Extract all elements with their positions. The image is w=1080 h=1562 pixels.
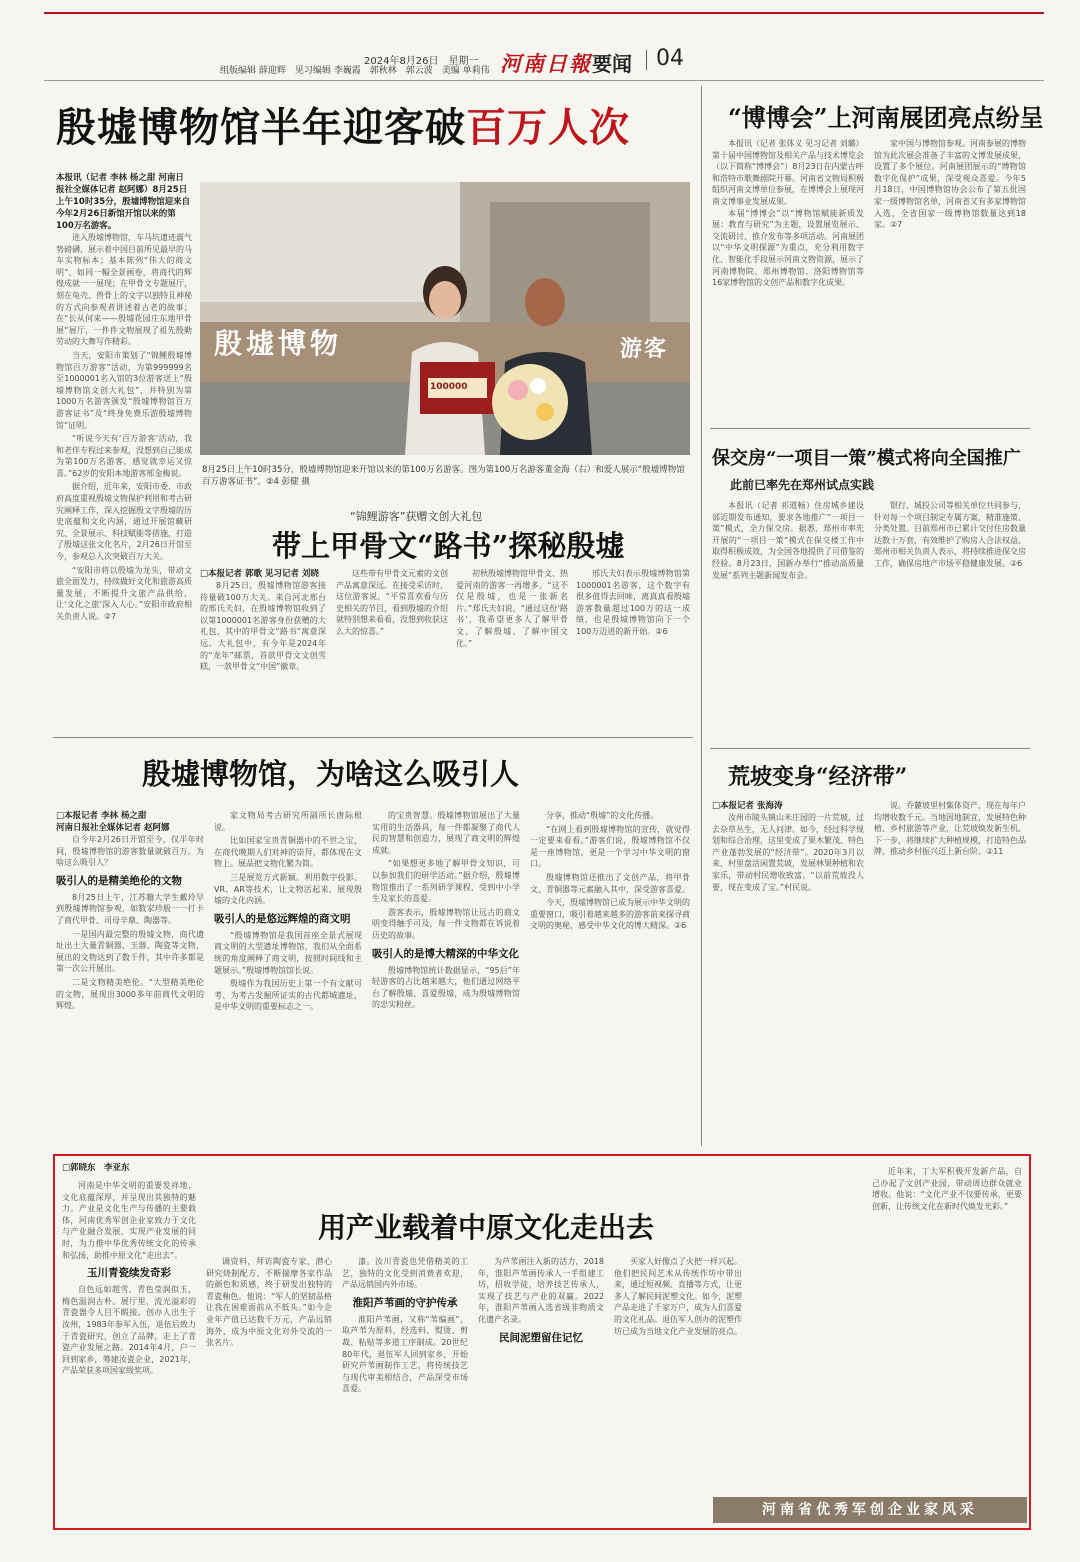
editors-line: 组版编辑 薛迎辉 见习编辑 李巍霞 郭秋林 郭云波 美编 单莉伟	[220, 66, 490, 76]
right2-headline: 保交房“一项目一策”模式将向全国推广	[712, 448, 1021, 469]
feature-banner: 河南省优秀军创企业家风采	[713, 1497, 1027, 1523]
lead-paragraph: 据介绍，近年来，安阳市委、市政府高度重视殷墟文物保护利用和考古研究阐释工作，深入挖掘殷文字殷墟的历史底蕴和文化内涵，通过开展馆藏研究、全景展示、科技赋能等措施，打造了殷墟这张文化名片，2月26日开馆至今，参观总人次突破百万大关。	[56, 482, 192, 562]
feature-col	[342, 1256, 468, 1397]
column-divider	[701, 86, 702, 1146]
lead-headline-highlight: 百万人次	[466, 104, 630, 151]
right3-col	[874, 800, 1026, 860]
story3-paragraph: 家文物局考古研究所副所长唐际根说。	[214, 811, 362, 832]
feature-col	[206, 1256, 332, 1351]
right2-col	[712, 500, 864, 583]
certificate-number: 100000	[430, 382, 468, 392]
story3-paragraph: 一是国内最完整的殷墟文物，商代遗址出土大量青铜器、玉器、陶瓷等文物，展出的文物达到了数千件，其中许多都是第一次公开展出。	[56, 929, 204, 974]
story3-col	[214, 810, 362, 1015]
photo-caption: 8月25日上午10时35分，殷墟博物馆迎来开馆以来的第100万名游客。图为第100万名游客董金海（右）和爱人展示“殷墟博物馆百万游客证书”。②4 彭健 摄	[202, 465, 685, 487]
feature-col	[62, 1180, 196, 1379]
right2-paragraph: 本报讯（记者 祁道畅）住房城乡建设部近期发布通知，要求各地推广“一项目一策”模式，全力保交房。据悉，郑州市率先开展的“一项目一策”模式在保交楼工作中取得积极成效，为全国各地提供了可借鉴的经验。8月23日，国新办举行“推动高质量发展”系列主题新闻发布会。	[712, 501, 864, 580]
story2-paragraph: 8月25日，殷墟博物馆游客接待量破100万大关。来自河北邢台的邢氏夫妇，在殷墟博物馆收到了以第1000001名游客身份获赠的大礼包，其中的甲骨文“路书”寓意深远。大礼包中，有今年是2024年的“龙年”邮票，首款甲骨文文创雪糕，一款甲骨文“中国”徽章。	[200, 581, 326, 672]
section-name: 要闻	[592, 52, 632, 76]
story3-col	[372, 810, 520, 1013]
right3-byline: □本报记者 张海涛	[712, 801, 783, 811]
feature-paragraph: 自色远如超雪，青色莹润似玉，梅色温润古朴。展厅里，流光溢彩的青瓷器令人目不暇接。创办人出生于汝州，1983年参军入伍，退伍后致力于青瓷研究，创立了品牌，走上了青瓷产业发展之路。2014年4月，户一回到家乡，筹建汝瓷企业，2021年，产品荣获多项国家级奖项。	[62, 1285, 196, 1376]
section-divider	[53, 737, 693, 738]
right3-paragraph: 汝州市陵头镇山米庄园的一片荒坡，过去杂草丛生，无人问津。如今，经过科学规划和综合治理，这里变成了果木繁茂、特色产业蓬勃发展的“经济带”。2020年3月以来，村里盘活闲置荒坡，发展林果种植和农家乐，带动村民增收致富。“以前荒坡没人要，现在变成了宝。”村民说。	[712, 813, 864, 892]
story3-paragraph: 的宝贵智慧。殷墟博物馆展出了大量实用的生活器具，每一件都凝聚了商代人民的智慧和创造力，展现了商文明的辉煌成就。	[372, 811, 520, 855]
lead-headline	[56, 96, 630, 153]
feature-paragraph: 调资料，拜访陶瓷专家，潜心研究烧制配方，不断揣摩各家作品的颜色和质感，终于研发出独特的青瓷釉色。他说：“军人的坚韧品格让我在困难面前从不低头。”如今企业年产值已达数千万元，产品远销海外，成为中原文化对外交流的一张名片。	[206, 1257, 332, 1348]
top-rule	[44, 12, 1044, 14]
issue-date: 2024年8月26日 星期一	[364, 56, 479, 67]
story3-paragraph: 二是文物精美绝伦。“大型精美绝伦的文物，展现出3000多年前商代文明的辉煌。	[56, 977, 204, 1011]
story2-col	[456, 568, 568, 651]
right1-paragraph: 家中国与博物馆参观。河南参展的博物馆为此次展会准备了丰富的文博发展成果，设置了多个展位。河南展团展示的“博物馆数字化保护”成果，深受观众喜爱。今年5月18日，中国博物馆协会公布了第五批国家一级博物馆名单，河南省又有多家博物馆入选，全省国家一级博物馆数量达到18家。②7	[874, 139, 1026, 230]
section-divider	[710, 428, 1030, 429]
header-rule	[44, 80, 1044, 81]
feature-paragraph: 淮阳芦苇画，又称“苇编画”，取芦苇为原料，经选料、熨烫、剪裁、粘贴等多道工序制成。20世纪80年代，退伍军人回到家乡，开始研究芦苇画制作工艺，将传统技艺与现代审美相结合，产品深受市场喜爱。	[342, 1314, 468, 1394]
story2-paragraph: 邢氏夫妇表示殷墟博物馆第1000001名游客，这个数字有很多值得去回味，离真真看殷墟游客数量超过100万的这一成绩，也是殷墟博物馆向下一个100万迈进的新开始。②6	[576, 569, 690, 636]
story3-col	[530, 810, 690, 934]
story3-paragraph: 殷墟博物馆统计数据显示，“95后”年轻游客的占比越来越大，他们通过网络平台了解殷墟、喜爱殷墟，成为殷墟博物馆的忠实粉丝。	[372, 965, 520, 1010]
story3-byline: □本报记者 李林 杨之甜 河南日报社全媒体记者 赵阿娜	[56, 811, 170, 833]
right1-col	[874, 138, 1026, 233]
lead-paragraph: “安阳市将以殷墟为龙头，带动文旅全面发力，持续做好文化和旅游高质量发展，不断提升文旅产品供给，让‘文化之旅’深入人心。”安阳市政府相关负责人说。②7	[56, 565, 192, 621]
right3-headline: 荒坡变身“经济带”	[728, 764, 908, 790]
feature-paragraph: 河南是中华文明的重要发祥地，文化底蕴深厚，并呈现出其独特的魅力。产业是文化生产与传播的主要载体，河南优秀军创企业家致力于文化与产业融合发展，实现产业发展的同时，为力推中华优秀传统文化的传承和弘扬，助推中原文化“走出去”。	[62, 1181, 196, 1260]
story3-paragraph: 今天，殷墟博物馆已成为展示中华文明的重要窗口，吸引着越来越多的游客前来探寻商文明的奥秘，感受中华文化的博大精深。②6	[530, 898, 690, 931]
lead-paragraph: “听说今天有‘百万游客’活动，我和老伴专程过来参观，没想到自己能成为第100万名游客，感觉就幸运又惊喜。”62岁的安阳本地游客邢金梅说。	[56, 434, 192, 478]
feature-paragraph: 漆。汝川青瓷也凭借精美的工艺，独特的文化受到消费者欢迎，产品远销国内外市场。	[342, 1257, 468, 1290]
story3-paragraph: 殷墟作为我国历史上第一个有文献可考、为考古发掘所证实的古代都城遗址，是中华文明的重要标志之一。	[214, 979, 362, 1012]
feature-col	[478, 1256, 604, 1349]
story3-paragraph: 自今年2月26日开馆至今，仅半年时间，殷墟博物馆的游客数量就破百万。为啥这么吸引人？	[56, 835, 204, 868]
feature-subhead: 玉川青瓷续发奇彩	[87, 1267, 171, 1280]
right2-col	[874, 500, 1026, 572]
story3-paragraph: 比如国家宝贵青铜器中的不世之宝，在商代晚期人们对神的崇拜，都体现在文物上。展品把文物化繁为简。	[214, 836, 362, 869]
right2-paragraph: 银行、城投公司等相关单位共同参与，针对每一个项目制定专属方案，精准施策、分类处置。目前郑州市已累计交付住房数量达数十万套，有效维护了购房人合法权益。郑州市相关负责人表示，将持续推进保交房工作，确保房地产市场平稳健康发展。②6	[874, 501, 1026, 568]
section-divider	[710, 748, 1030, 749]
header-separator	[646, 50, 647, 70]
lead-article	[56, 172, 192, 625]
photo-backdrop-text-right: 游客	[620, 336, 669, 362]
story3-paragraph: 分享，推动“殷墟”的文化传播。	[546, 811, 659, 820]
story3-paragraph: 游客表示，殷墟博物馆让远古的商文明变得触手可及，每一件文物都在诉说着历史的故事。	[372, 907, 520, 940]
right3-paragraph: 说。乔麓坡里村集体资产，现在每年户均增收数千元。当地因地制宜，发展特色种植、乡村旅游等产业，让荒坡焕发新生机。下一步，将继续扩大种植规模，打造特色品牌，推动乡村振兴迈上新台阶。②11	[874, 801, 1026, 857]
story2-col	[336, 568, 448, 640]
story3-paragraph: “在网上看到殷墟博物馆的宣传，就觉得一定要来看看。”游客们说，殷墟博物馆不仅是一座博物馆，更是一个学习中华文明的窗口。	[530, 824, 690, 869]
story2-paragraph: 初秋殷墟博物馆甲骨文、热爱河南的游客一再增多。“这不仅是殷墟，也是一张新名片。”郑氏夫妇说，“通过这份‘路书’，我希望更多人了解甲骨文，了解殷墟，了解中国文化。”	[456, 569, 568, 648]
story3-paragraph: 三是展览方式新颖。利用数字投影、VR、AR等技术，让文物活起来，展现殷墟的文化内涵。	[214, 872, 362, 906]
story3-paragraph: 8月25日上午，江苏籍大学生戴玲早到殷墟博物馆参观，如数家珍般一一打卡了商代甲骨、司母辛鼎、陶器等。	[56, 892, 204, 925]
story2-col	[200, 568, 326, 675]
right3-col	[712, 800, 864, 895]
feature-paragraph: 为芦苇画注入新的活力，2018年，淮阳芦苇画传承人一手组建工坊，招收学徒，培养技艺传承人，实现了技艺与产业的双赢。2022年，淮阳芦苇画入选省级非物质文化遗产名录。	[478, 1257, 604, 1324]
story3-paragraph: “如果想更多地了解甲骨文知识，可以参加我们的研学活动。”据介绍，殷墟博物馆推出了一系列研学课程，受到中小学生及家长的喜爱。	[372, 859, 520, 904]
lead-photo-illustration	[200, 182, 690, 455]
feature-subhead: 淮阳芦苇画的守护传承	[352, 1296, 458, 1309]
right1-headline: “博博会”上河南展团亮点纷呈	[728, 103, 1044, 132]
right2-subtitle: 此前已率先在郑州试点实践	[730, 478, 875, 492]
lead-byline: 本报讯（记者 李林 杨之甜 河南日报社全媒体记者 赵阿娜）8月25日上午10时35分，殷墟博物馆迎来自今年2月26日新馆开馆以来的第100万名游客。	[56, 173, 191, 231]
feature-subhead: 民间泥塑留住记忆	[499, 1331, 583, 1344]
feature-col	[614, 1256, 742, 1339]
right1-byline: 本报讯（记者 张体义 见习记者 刘璐）第十届中国博物馆及相关产品与技术博览会（以下简称“博博会”）8月23日在内蒙古呼和浩特市歌舞剧院开幕。河南省文物局积极组织河南文博单位参展，在博博会上展现河南文博事业发展成果。	[712, 139, 864, 206]
lead-paragraph: 当天，安阳市策划了“锦鲤殷墟博物馆百万游客”活动，为第999999名至1000001名入馆的3位游客送上“殷墟博物馆文创大礼包”，并特别为第1000万名游客颁发“殷墟博物馆百万游客证书”及“终身免费乐游殷墟博物馆”证明。	[56, 350, 192, 430]
story3-headline: 殷墟博物馆，为啥这么吸引人	[142, 757, 520, 791]
story2-col	[576, 568, 690, 640]
right1-col	[712, 138, 864, 291]
story2-byline: □本报记者 郭歌 见习记者 刘晓	[200, 569, 319, 579]
story3-paragraph: 殷墟博物馆还推出了文创产品，将甲骨文、青铜器等元素融入其中，深受游客喜爱。	[530, 872, 690, 894]
story3-subhead: 吸引人的是精美绝伦的文物	[56, 874, 182, 887]
newspaper-logo: 河南日報	[500, 51, 592, 76]
page-number: 04	[656, 46, 684, 71]
lead-paragraph: 进入殷墟博物馆，车马坑遗迹震气势磅礴，展示着中国目前所见最早的马车实物标本；基本陈列“伟大的商文明”，如同一幅全景画卷，将商代的辉煌成就一一展现；在甲骨文专题展厅，刻在龟壳、兽骨上的文字以独特且神秘的方式向参观者讲述着古老的故事；在“长从何来——殷墟花园庄东地甲骨展”展厅，一件件文物展现了祖先殷勤劳动的大舞写作精彩。	[56, 233, 192, 347]
story3-paragraph: “殷墟博物馆是我国首座全景式展现商文明的大型遗址博物馆，我们从全面系统的角度阐释了商文明，按照时间线和主题展示。”殷墟博物馆馆长说。	[214, 930, 362, 975]
feature-paragraph: 近年来，丁大军积极开发新产品，自己办起了文创产业园，带动周边群众就业增收。他说：“文化产业不仅要传承，更要创新，让传统文化在新时代焕发光彩。”	[872, 1167, 1022, 1211]
feature-paragraph: 买家人好像点了火把一样兴起。他们把民间艺术从传统作坊中带出来，通过短视频、直播等方式，让更多人了解民间泥塑文化。如今，泥塑产品走进了千家万户，成为人们喜爱的文化礼品。退伍军人创办的泥塑作坊已成为当地文化产业发展的亮点。	[614, 1257, 742, 1336]
story2-kicker: “锦鲤游客”获赠文创大礼包	[350, 510, 483, 523]
story2-paragraph: 这些带有甲骨文元素的文创产品寓意深远。在接受采访时，这位游客说，“平常喜欢看与历史相关的节目，看到殷墟的介绍就特别想来看看，没想到收获这么大的惊喜。”	[336, 569, 448, 636]
feature-byline: □郭晓东 李亚东	[62, 1163, 130, 1173]
story3-subhead: 吸引人的是悠远辉煌的商文明	[214, 912, 351, 925]
story3-col	[56, 810, 204, 1014]
photo-backdrop-text: 殷墟博物	[214, 327, 343, 360]
lead-photo	[200, 182, 690, 455]
lead-headline-part-a: 殷墟博物馆半年迎客破	[56, 104, 466, 151]
story3-subhead: 吸引人的是博大精深的中华文化	[372, 947, 519, 960]
feature-headline: 用产业载着中原文化走出去	[318, 1211, 655, 1244]
story2-headline: 带上甲骨文“路书”探秘殷墟	[272, 529, 625, 563]
feature-col	[872, 1166, 1022, 1214]
right1-paragraph: 本届“博博会”以“博物馆赋能新质发展：教育与研究”为主题，设置展览展示、交流研讨、推介发布等多项活动。河南展团以“中华文明探源”为重点，充分利用数字化、智能化手段展示河南文物资源，展示了河南博物院、郑州博物馆、洛阳博物馆等16家博物馆的文创产品和数字化成果。	[712, 208, 864, 288]
